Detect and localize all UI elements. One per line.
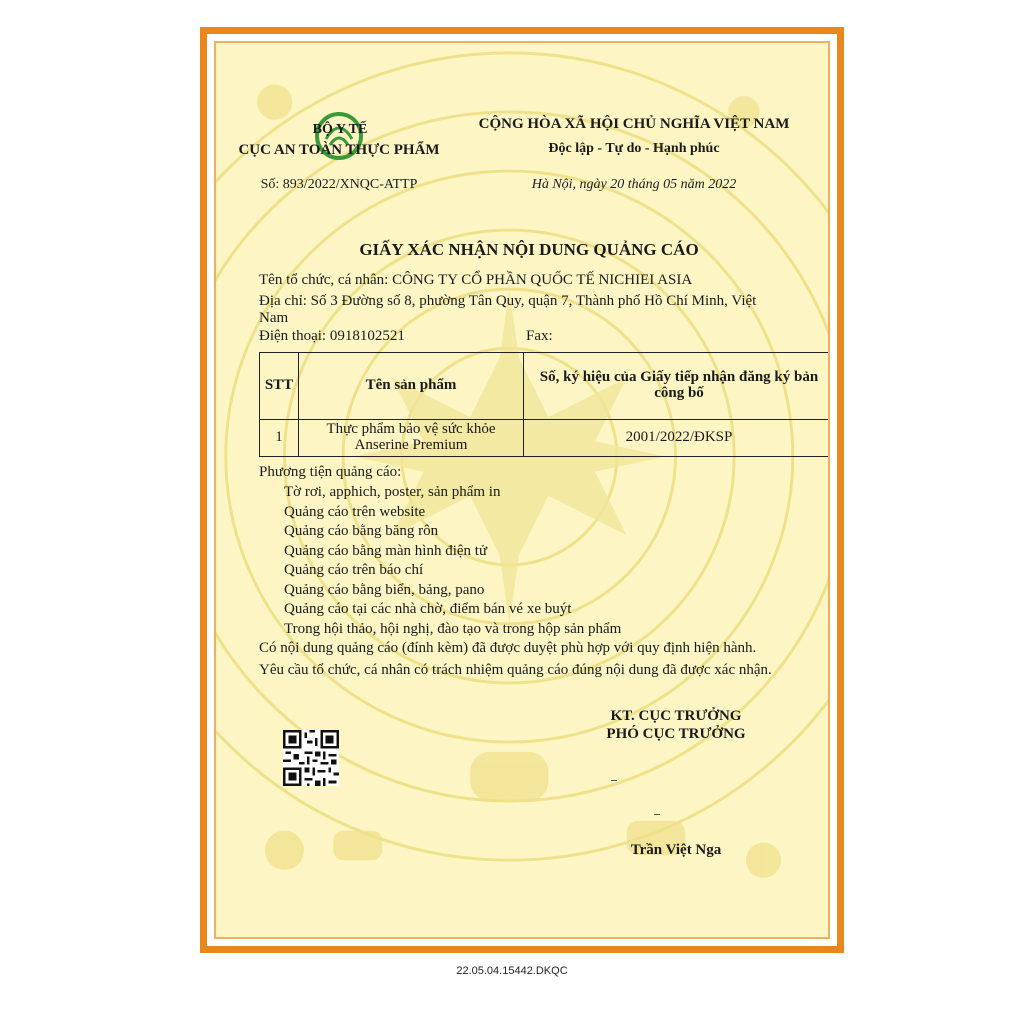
row-stt: 1 <box>260 420 299 457</box>
qr-code <box>283 730 339 786</box>
certificate-frame <box>200 27 844 953</box>
approval-statement: Có nội dung quảng cáo (đính kèm) đã được duyệt phù hợp với quy định hiện hành. <box>259 640 757 656</box>
media-list <box>284 483 621 639</box>
list-item: Quảng cáo tại các nhà chờ, điểm bán vé xe buýt <box>284 601 572 617</box>
list-item: Tờ rơi, apphich, poster, sản phẩm in <box>284 484 501 500</box>
table-header-row <box>260 353 831 420</box>
national-motto: Độc lập - Tự do - Hạnh phúc <box>548 141 720 156</box>
media-heading: Phương tiện quảng cáo: <box>259 464 402 480</box>
org-phone-line: Điện thoại: 0918102521 <box>259 328 405 344</box>
header-registration <box>524 353 831 420</box>
org-fax-line: Fax: <box>526 328 553 344</box>
footer-code: 22.05.04.15442.DKQC <box>456 965 568 977</box>
list-item: Quảng cáo trên báo chí <box>284 562 424 578</box>
product-table <box>259 352 830 457</box>
list-item: Quảng cáo bằng màn hình điện tử <box>284 542 488 559</box>
requirement-statement: Yêu cầu tổ chức, cá nhân có trách nhiệm quảng cáo đúng nội dung đã được xác nhận. <box>259 662 772 678</box>
row-product-line2: Anserine Premium <box>354 436 468 453</box>
header-registration-line2: công bố <box>654 385 704 401</box>
agency-name: CỤC AN TOÀN THỰC PHẨM <box>238 142 440 158</box>
country-name: CỘNG HÒA XÃ HỘI CHỦ NGHĨA VIỆT NAM <box>478 116 790 132</box>
signature-title-line2: PHÓ CỤC TRƯỞNG <box>606 726 746 742</box>
list-item: Quảng cáo trên website <box>284 503 426 520</box>
row-product <box>299 420 524 457</box>
list-item: Quảng cáo bằng băng rôn <box>284 523 439 539</box>
org-name-line: Tên tổ chức, cá nhân: CÔNG TY CỔ PHẦN QUỐC TẾ NICHIEI ASIA <box>259 272 693 288</box>
document-number: Số: 893/2022/XNQC-ATTP <box>260 177 418 192</box>
header-product: Tên sản phẩm <box>299 353 524 420</box>
signature-title-line1: KT. CỤC TRƯỞNG <box>610 708 742 724</box>
certificate-paper <box>214 41 830 939</box>
list-item: Trong hội thảo, hội nghị, đào tạo và trong hộp sản phẩm <box>284 620 622 637</box>
table-row <box>260 420 831 457</box>
document-title: GIẤY XÁC NHẬN NỘI DUNG QUẢNG CÁO <box>359 240 699 259</box>
signer-name: Trần Việt Nga <box>630 842 722 858</box>
row-registration: 2001/2022/ĐKSP <box>524 420 831 457</box>
org-address-line2: Nam <box>259 310 289 326</box>
place-date: Hà Nội, ngày 20 tháng 05 năm 2022 <box>531 177 737 192</box>
signature-mark <box>654 814 660 815</box>
row-product-line1: Thực phẩm bảo vệ sức khỏe <box>326 421 496 437</box>
list-item: Quảng cáo bằng biển, bảng, pano <box>284 581 485 598</box>
org-address-line1: Địa chỉ: Số 3 Đường số 8, phường Tân Quy, quận 7, Thành phố Hồ Chí Minh, Việt <box>259 293 757 309</box>
ministry-name: BỘ Y TẾ <box>312 122 368 137</box>
header-registration-line1: Số, ký hiệu của Giấy tiếp nhận đăng ký bản <box>539 369 819 386</box>
signature-mark <box>611 780 617 781</box>
header-stt: STT <box>260 353 299 420</box>
